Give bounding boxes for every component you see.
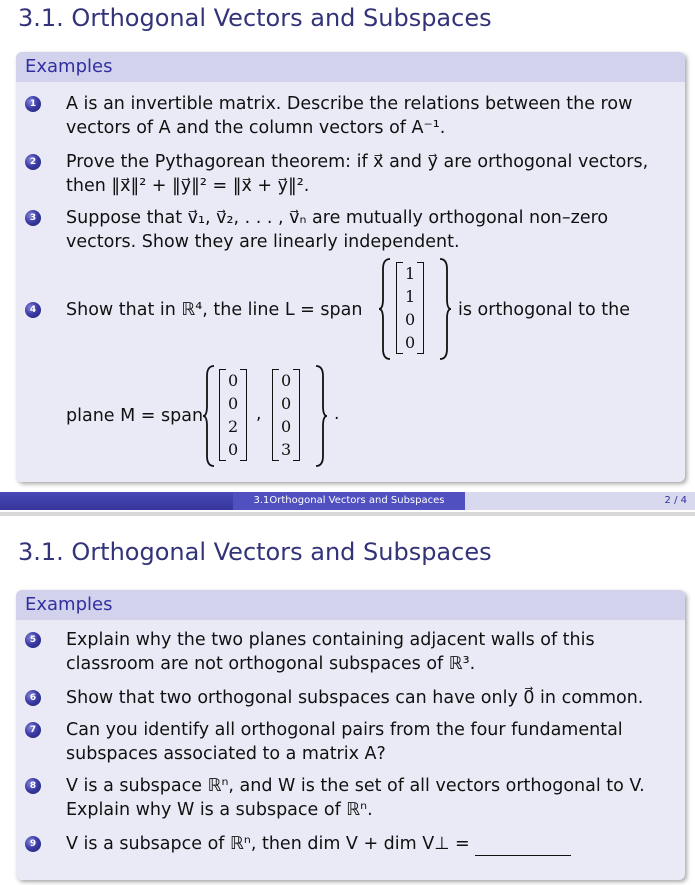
- item-number-badge: 3: [25, 210, 41, 226]
- example-item-4-post: [458, 298, 678, 322]
- example-text: Suppose that v⃗₁, v⃗₂, . . . , v⃗ₙ are mutually orthogonal non–zero vectors. Show they are linearly independent.: [66, 208, 609, 252]
- left-brace: [378, 257, 392, 361]
- right-brace: [314, 364, 328, 468]
- examples-block-1: [16, 52, 685, 482]
- item-number-badge: 1: [25, 96, 41, 112]
- example-text: Can you identify all orthogonal pairs from the four fundamental subspaces associated to a matrix A?: [66, 720, 623, 764]
- footer-left: [0, 492, 233, 510]
- vector-M2: [272, 369, 300, 461]
- vector-entry: 0: [281, 371, 292, 390]
- example-text: Prove the Pythagorean theorem: if x⃗ and y⃗ are orthogonal vectors, then ‖x⃗‖² + ‖y⃗‖² = ‖x⃗ + y⃗‖².: [66, 152, 649, 196]
- item-number-badge: 4: [25, 302, 41, 318]
- item-number-badge: 6: [25, 690, 41, 706]
- example-text: V is a subspace ℝⁿ, and W is the set of all vectors orthogonal to V. Explain why W is a subspace of ℝⁿ.: [66, 776, 645, 820]
- left-brace: [202, 364, 216, 468]
- page-number: 2 / 4: [465, 492, 695, 510]
- slide-2: [0, 516, 695, 885]
- vector-entry: 0: [228, 371, 239, 390]
- example-item-4-line2: [66, 404, 216, 428]
- example-text: A is an invertible matrix. Describe the relations between the row vectors of A and the column vectors of A⁻¹.: [66, 94, 633, 138]
- vector-M1: [219, 369, 247, 461]
- vector-entry: 1: [405, 264, 416, 283]
- slide-1-title: 3.1. Orthogonal Vectors and Subspaces: [18, 4, 492, 32]
- example-text: plane M = span: [66, 406, 204, 426]
- period: .: [334, 404, 340, 424]
- vector-L: [396, 262, 424, 354]
- examples-block-2: [16, 590, 685, 880]
- item-number-badge: 2: [25, 154, 41, 170]
- example-text: is orthogonal to the: [458, 300, 631, 320]
- vector-entry: 0: [281, 417, 292, 436]
- item-number-badge: 8: [25, 778, 41, 794]
- footer-bar: [0, 492, 695, 510]
- vector-entry: 2: [228, 417, 239, 436]
- examples-block-title: Examples: [16, 52, 685, 82]
- vector-entry: 0: [281, 394, 292, 413]
- example-text: V is a subsapce of ℝⁿ, then dim V + dim V⊥ =: [66, 834, 470, 854]
- vector-entry: 0: [405, 310, 416, 329]
- vector-entry: 1: [405, 287, 416, 306]
- example-text: Explain why the two planes containing adjacent walls of this classroom are not orthogonal subspaces of ℝ³.: [66, 630, 595, 674]
- comma: ,: [256, 404, 262, 424]
- item-number-badge: 5: [25, 632, 41, 648]
- example-text: Show that two orthogonal subspaces can have only 0⃗ in common.: [66, 688, 644, 708]
- vector-entry: 0: [228, 394, 239, 413]
- item-number-badge: 7: [25, 722, 41, 738]
- slide-2-title: 3.1. Orthogonal Vectors and Subspaces: [18, 538, 492, 566]
- vector-entry: 0: [405, 333, 416, 352]
- vector-entry: 0: [228, 440, 239, 459]
- example-text: Show that in ℝ⁴, the line L = span: [66, 300, 363, 320]
- right-brace: [438, 257, 452, 361]
- item-number-badge: 9: [25, 836, 41, 852]
- footer-section-title: 3.1Orthogonal Vectors and Subspaces: [233, 492, 465, 510]
- vector-entry: 3: [281, 440, 292, 459]
- examples-block-title: Examples: [16, 590, 685, 620]
- answer-blank: [475, 837, 571, 856]
